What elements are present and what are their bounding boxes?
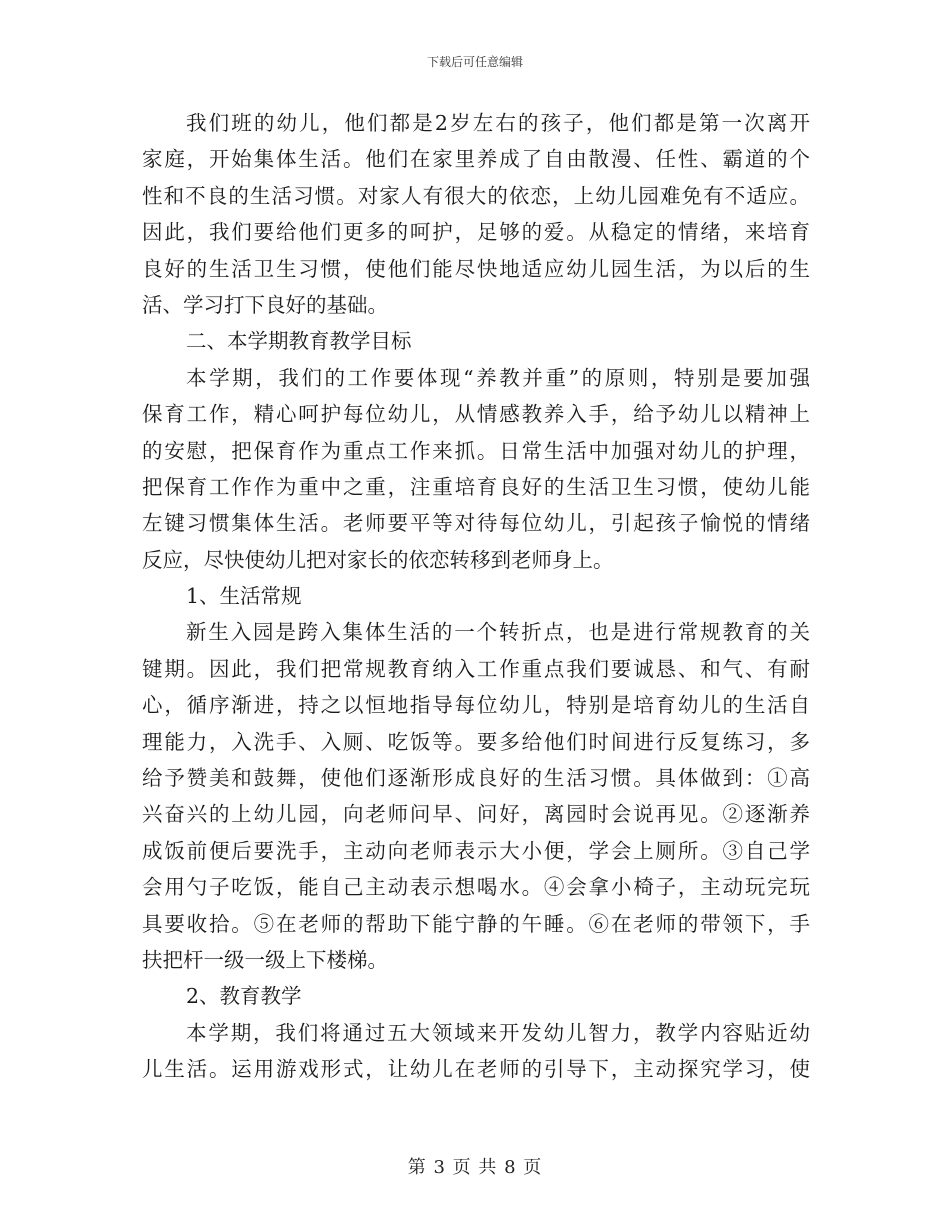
text-line: 会用勺子吃饭，能自己主动表示想喝水。④会拿小椅子，主动玩完玩	[142, 875, 810, 900]
text-line: 良好的生活卫生习惯，使他们能尽快地适应幼儿园生活，为以后的生	[142, 256, 810, 281]
text-line: 1、生活常规	[186, 584, 302, 609]
text-line: 成饭前便后要洗手，主动向老师表示大小便，学会上厕所。③自己学	[142, 838, 810, 863]
page-header: 下载后可任意编辑	[426, 55, 523, 69]
text-line: 本学期，我们的工作要体现“养教并重”的原则，特别是要加强	[186, 365, 810, 390]
text-line: 心，循序渐进，持之以恒地指导每位幼儿，特别是培育幼儿的生活自	[142, 693, 810, 718]
text-line: 二、本学期教育教学目标	[186, 329, 412, 354]
text-line: 新生入园是跨入集体生活的一个转折点，也是进行常规教育的关	[186, 620, 810, 645]
text-line: 键期。因此，我们把常规教育纳入工作重点我们要诚恳、和气、有耐	[142, 656, 810, 681]
text-line: 左键习惯集体生活。老师要平等对待每位幼儿，引起孩子愉悦的情绪	[142, 511, 810, 536]
text-line: 具要收拾。⑤在老师的帮助下能宁静的午睡。⑥在老师的带领下，手	[142, 911, 810, 936]
text-line: 给予赞美和鼓舞，使他们逐渐形成良好的生活习惯。具体做到：①高	[142, 766, 810, 791]
text-line: 儿生活。运用游戏形式，让幼儿在老师的引导下，主动探究学习，使	[142, 1057, 810, 1082]
text-line: 性和不良的生活习惯。对家人有很大的依恋，上幼儿园难免有不适应。	[142, 183, 810, 208]
text-line: 2、教育教学	[186, 984, 302, 1009]
text-line: 把保育工作作为重中之重，注重培育良好的生活卫生习惯，使幼儿能	[142, 474, 810, 499]
text-line: 因此，我们要给他们更多的呵护，足够的爱。从稳定的情绪，来培育	[142, 220, 810, 245]
text-line: 反应，尽快使幼儿把对家长的依恋转移到老师身上。	[142, 547, 614, 572]
text-line: 保育工作，精心呵护每位幼儿，从情感教养入手，给予幼儿以精神上	[142, 402, 810, 427]
page-footer: 第 3 页 共 8 页	[407, 1157, 543, 1178]
text-line: 活、学习打下良好的基础。	[142, 292, 388, 317]
text-line: 家庭，开始集体生活。他们在家里养成了自由散漫、任性、霸道的个	[142, 147, 810, 172]
document-body	[142, 105, 810, 1088]
text-line: 扶把杆一级一级上下楼梯。	[142, 947, 388, 972]
text-line: 的安慰，把保育作为重点工作来抓。日常生活中加强对幼儿的护理，	[142, 438, 810, 463]
text-line: 我们班的幼儿，他们都是2岁左右的孩子，他们都是第一次离开	[186, 111, 810, 135]
text-line: 本学期，我们将通过五大领域来开发幼儿智力，教学内容贴近幼	[186, 1020, 810, 1045]
text-line: 理能力，入洗手、入厕、吃饭等。要多给他们时间进行反复练习，多	[142, 729, 810, 754]
text-line: 兴奋兴的上幼儿园，向老师问早、问好，离园时会说再见。②逐渐养	[142, 802, 810, 827]
